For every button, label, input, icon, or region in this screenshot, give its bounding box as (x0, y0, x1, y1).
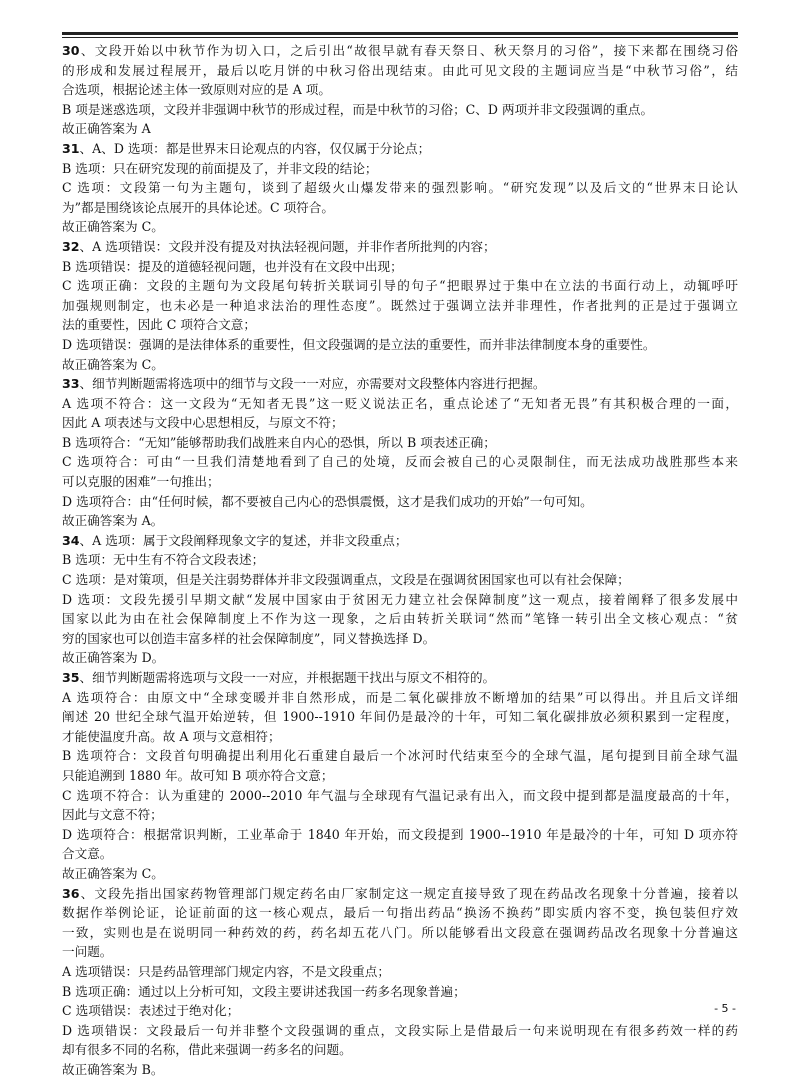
explanation-line (62, 825, 738, 845)
line-text: 数据作举例论证，论证前面的这一核心观点，最后一句指出药品“换汤不换药”即实质内容不变，换包装但疗效 (62, 905, 738, 921)
question-36-explanation (62, 884, 738, 1079)
explanation-line (62, 139, 738, 159)
explanation-line (62, 178, 738, 198)
explanation-line (62, 1060, 738, 1079)
explanation-line (62, 355, 738, 375)
line-text: D 选项错误：文段最后一句并非整个文段强调的重点，文段实际上是借最后一句来说明现在有很多药效一样的药 (62, 1022, 738, 1038)
explanation-line (62, 394, 738, 414)
explanation-line (62, 41, 738, 61)
explanation-line (62, 903, 738, 923)
explanation-line (62, 982, 738, 1002)
question-32-explanation (62, 237, 738, 374)
explanation-line (62, 648, 738, 668)
explanation-line (62, 257, 738, 277)
explanation-line (62, 531, 738, 551)
line-text: 因此 A 项表述与文段中心思想相反，与原文不符； (62, 415, 344, 431)
line-text: 加强规则制定，也未必是一种追求法治的理性态度”。既然过于强调立法并非理性，作者批判的正是过于强调立 (62, 297, 738, 313)
line-text: 故正确答案为 C。 (62, 356, 164, 372)
line-text: A 选项不符合：这一文段为“无知者无畏”这一贬义说法正名，重点论述了“无知者无畏”有其积极合理的一面， (62, 395, 738, 411)
line-text: A 选项符合：由原文中“全球变暖并非自然形成，而是二氧化碳排放不断增加的结果”可以得出。并且后文详细 (62, 689, 738, 705)
question-number: 36 (62, 885, 80, 901)
explanation-line (62, 374, 738, 394)
line-text: B 选项符合：文段首句明确提出利用化石重建自最后一个冰河时代结束至今的全球气温，尾句提到目前全球气温 (62, 748, 738, 764)
line-text: 为”都是围绕该论点展开的具体论述。C 项符合。 (62, 199, 334, 215)
line-text: 却有很多不同的名称，借此来强调一药多名的问题。 (62, 1042, 352, 1058)
page-number: - 5 - (714, 1002, 736, 1015)
line-text: 、细节判断题需将选项中的细节与文段一一对应，亦需要对文段整体内容进行把握。 (79, 376, 546, 392)
question-35-explanation (62, 668, 738, 884)
question-number: 32 (62, 238, 80, 254)
question-number: 34 (62, 532, 80, 548)
explanation-line (62, 1001, 738, 1021)
explanation-line (62, 198, 738, 218)
line-text: 才能使温度升高。故 A 项与文意相符； (62, 728, 281, 744)
explanation-line (62, 472, 738, 492)
line-text: D 选项符合：由“任何时候，都不要被自己内心的恐惧震慑，这才是我们成功的开始”一句可知。 (62, 493, 593, 509)
explanation-line (62, 80, 738, 100)
line-text: B 项是迷惑选项，文段并非强调中秋节的形成过程，而是中秋节的习俗；C、D 两项并非文段强调的重点。 (62, 101, 654, 117)
line-text: 合文意。 (62, 846, 113, 862)
explanation-line (62, 844, 738, 864)
explanation-line (62, 1040, 738, 1060)
line-text: 国家以此为由在社会保障制度上不作为这一现象，之后由转折关联词“然而”笔锋一转引出全文核心观点：“贫 (62, 611, 738, 627)
explanation-line (62, 942, 738, 962)
line-text: 故正确答案为 D。 (62, 650, 165, 666)
line-text: 故正确答案为 A。 (62, 513, 164, 529)
header-rule-thin (62, 37, 738, 38)
explanation-line (62, 590, 738, 610)
explanation-line (62, 570, 738, 590)
line-text: 、文段开始以中秋节作为切入口，之后引出“故很早就有春天祭日、秋天祭月的习俗”，接下来都在围绕习俗 (79, 43, 738, 58)
line-text: B 选项：只在研究发现的前面提及了，并非文段的结论； (62, 160, 378, 176)
explanation-line (62, 766, 738, 786)
line-text: D 选项错误：强调的是法律体系的重要性，但文段强调的是立法的重要性，而并非法律制度本身的重要性。 (62, 336, 656, 352)
line-text: A 选项错误：只是药品管理部门规定内容，不是文段重点； (62, 963, 390, 979)
question-number: 31 (62, 140, 80, 156)
explanation-line (62, 727, 738, 747)
line-text: 故正确答案为 C。 (62, 219, 164, 235)
line-text: C 选项不符合：认为重建的 2000--2010 年气温与全球现有气温记录有出入，而文段中提到都是温度最高的十年， (62, 787, 738, 803)
explanation-line (62, 884, 738, 904)
line-text: 因此与文意不符； (62, 807, 163, 823)
explanation-line (62, 315, 738, 335)
explanation-line (62, 492, 738, 512)
explanation-line (62, 550, 738, 570)
line-text: 故正确答案为 B。 (62, 1061, 164, 1077)
question-31-explanation (62, 139, 738, 237)
explanation-line (62, 707, 738, 727)
explanation-line (62, 923, 738, 943)
explanation-line (62, 100, 738, 120)
explanation-line (62, 413, 738, 433)
explanation-line (62, 119, 738, 139)
line-text: 、细节判断题需将选项与文段一一对应，并根据题干找出与原文不相符的。 (79, 670, 496, 685)
line-text: 、文段先指出国家药物管理部门规定药名由厂家制定这一规定直接导致了现在药品改名现象十分普遍，接着以 (79, 885, 738, 901)
line-text: 只能追溯到 1880 年。故可知 B 项亦符合文意； (62, 767, 334, 783)
explanation-line (62, 61, 738, 81)
line-text: 阐述 20 世纪全球气温开始逆转，但 1900--1910 年间仍是最冷的十年，可知二氧化碳排放必须积累到一定程度， (62, 709, 738, 725)
line-text: D 选项符合：根据常识判断，工业革命于 1840 年开始，而文段提到 1900--1910 年是最冷的十年，可知 D 项亦符 (62, 826, 738, 842)
question-number: 33 (62, 376, 80, 392)
explanation-line (62, 688, 738, 708)
line-text: 的形成和发展过程展开，最后以吃月饼的中秋习俗出现结束。由此可见文段的主题词应当是“中秋节习俗”，结 (62, 62, 738, 78)
line-text: 、A、D 选项：都是世界末日论观点的内容，仅仅属于分论点； (79, 140, 431, 156)
line-text: 一致，实则也是在说明同一种药效的药，药名却五花八门。所以能够看出文段意在强调药品改名现象十分普遍这 (62, 924, 738, 940)
answer-explanations (62, 41, 738, 1079)
explanation-line (62, 786, 738, 806)
line-text: C 选项符合：可由“一旦我们清楚地看到了自己的处境，反而会被自己的心灵限制住，而无法成功战胜那些本来 (62, 454, 738, 470)
explanation-line (62, 746, 738, 766)
explanation-line (62, 1021, 738, 1041)
question-33-explanation (62, 374, 738, 531)
line-text: 一问题。 (62, 944, 113, 960)
explanation-line (62, 335, 738, 355)
explanation-line (62, 433, 738, 453)
question-number: 30 (62, 43, 80, 58)
line-text: C 选项：是对策项，但是关注弱势群体并非文段强调重点，文段是在强调贫困国家也可以有社会保障； (62, 572, 630, 588)
explanation-line (62, 668, 738, 688)
explanation-line (62, 962, 738, 982)
explanation-line (62, 217, 738, 237)
line-text: C 选项正确：文段的主题句为文段尾句转折关联词引导的句子“把眼界过于集中在立法的书面行动上，动辄呼吁 (62, 278, 738, 294)
line-text: 、A 选项：属于文段阐释现象文字的复述，并非文段重点； (79, 532, 408, 548)
line-text: B 选项：无中生有不符合文段表述； (62, 552, 265, 568)
explanation-line (62, 609, 738, 629)
line-text: C 选项：文段第一句为主题句，谈到了超级火山爆发带来的强烈影响。“研究发现”以及后文的“世界末日论认 (62, 180, 738, 196)
line-text: 故正确答案为 A (62, 121, 151, 137)
explanation-line (62, 864, 738, 884)
explanation-line (62, 296, 738, 316)
line-text: D 选项：文段先援引早期文献“发展中国家由于贫困无力建立社会保障制度”这一观点，接着阐释了很多发展中 (62, 591, 738, 607)
line-text: B 选项正确：通过以上分析可知，文段主要讲述我国一药多名现象普遍； (62, 983, 466, 999)
line-text: 、A 选项错误：文段并没有提及对执法轻视问题，并非作者所批判的内容； (79, 238, 496, 254)
line-text: 穷的国家也可以创造丰富多样的社会保障制度”，同义替换选择 D。 (62, 630, 436, 646)
question-34-explanation (62, 531, 738, 668)
explanation-line (62, 237, 738, 257)
explanation-line (62, 629, 738, 649)
line-text: C 选项错误：表述过于绝对化； (62, 1003, 240, 1019)
question-number: 35 (62, 670, 80, 685)
line-text: 合选项，根据论述主体一致原则对应的是 A 项。 (62, 82, 331, 98)
line-text: B 选项错误：提及的道德轻视问题，也并没有在文段中出现； (62, 258, 403, 274)
explanation-line (62, 276, 738, 296)
line-text: 故正确答案为 C。 (62, 865, 164, 881)
question-30-explanation (62, 41, 738, 139)
explanation-line (62, 511, 738, 531)
explanation-line (62, 452, 738, 472)
explanation-line (62, 159, 738, 179)
explanation-line (62, 805, 738, 825)
line-text: 可以克服的困难”一句推出； (62, 474, 220, 490)
line-text: 法的重要性，因此 C 项符合文意； (62, 317, 256, 333)
header-rule-thick (62, 32, 738, 35)
line-text: B 选项符合：“无知”能够帮助我们战胜来自内心的恐惧，所以 B 项表述正确； (62, 434, 496, 450)
